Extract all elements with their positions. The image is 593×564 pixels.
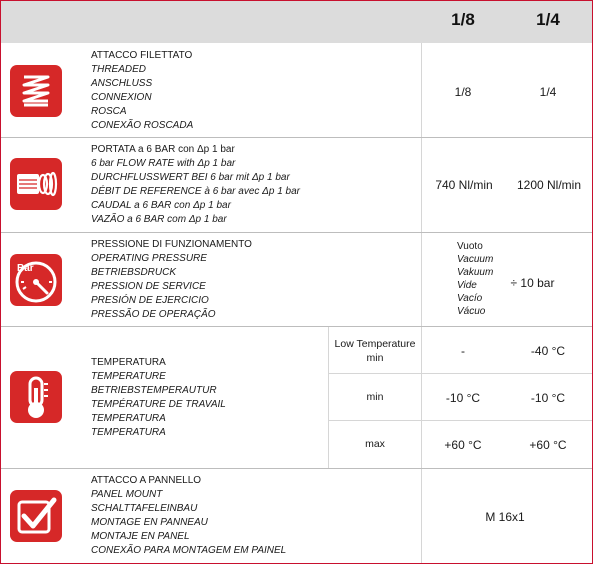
desc-line: PORTATA a 6 BAR con Δp 1 bar (91, 144, 235, 155)
desc-line: TEMPERATURA (91, 413, 166, 424)
min-value-1-8: -10 °C (445, 391, 481, 405)
vacuum-line: Vakuum (457, 267, 494, 278)
desc-line: OPERATING PRESSURE (91, 253, 207, 264)
desc-line: CAUDAL a 6 BAR con Δp 1 bar (91, 200, 231, 211)
flow-value-1-4: 1200 Nl/min (516, 178, 582, 192)
desc-line: TEMPERATURA (91, 427, 166, 438)
column-header-1-4: 1/4 (536, 10, 560, 29)
desc-line: CONEXÃO PARA MONTAGEM EM PAINEL (91, 545, 287, 556)
vacuum-line: Vuoto (457, 241, 483, 252)
desc-line: PRESIÓN DE EJERCICIO (91, 295, 209, 306)
flow-value-1-8: 740 Nl/min (435, 178, 493, 192)
desc-line: VAZÃO a 6 BAR com Δp 1 bar (91, 214, 227, 225)
min-label: min (366, 391, 384, 403)
desc-line: SCHALTTAFELEINBAU (91, 503, 198, 514)
desc-line: ROSCA (91, 106, 127, 117)
desc-line: ATTACCO A PANNELLO (91, 475, 202, 486)
desc-line: 6 bar FLOW RATE with Δp 1 bar (91, 158, 236, 169)
desc-line: ANSCHLUSS (91, 78, 153, 89)
desc-line: THREADED (91, 64, 147, 75)
max-value-1-8: +60 °C (444, 438, 482, 452)
desc-line: DÉBIT DE REFERENCE à 6 bar avec Δp 1 bar (91, 186, 301, 197)
vacuum-line: Vacío (457, 293, 483, 304)
desc-line: DURCHFLUSSWERT BEI 6 bar mit Δp 1 bar (91, 172, 290, 183)
desc-line: MONTAGE EN PANNEAU (91, 517, 208, 528)
desc-line: TEMPERATURA (91, 357, 166, 368)
pressure-range: ÷ 10 bar (510, 276, 555, 290)
desc-line: TEMPÉRATURE DE TRAVAIL (91, 399, 226, 410)
desc-line: BETRIEBSDRUCK (91, 267, 177, 278)
low-temp-min-label: Low Temperature min (334, 338, 416, 364)
desc-line: PANEL MOUNT (91, 489, 163, 500)
desc-line: CONEXÃO ROSCADA (91, 120, 194, 131)
desc-line: ATTACCO FILETTATO (91, 50, 193, 61)
gauge-label: Bar (17, 263, 34, 274)
desc-line: TEMPERATURE (91, 371, 166, 382)
thread-value-1-4: 1/4 (539, 85, 557, 99)
max-value-1-4: +60 °C (529, 438, 567, 452)
desc-line: PRESSION DE SERVICE (91, 281, 206, 292)
low-temp-value-1-8: - (461, 344, 465, 358)
vacuum-line: Vacuum (457, 254, 494, 265)
max-label: max (365, 438, 385, 450)
vacuum-line: Vide (457, 280, 477, 291)
thread-value-1-8: 1/8 (454, 85, 472, 99)
low-temp-value-1-4: -40 °C (530, 344, 566, 358)
min-value-1-4: -10 °C (530, 391, 566, 405)
panel-mount-value: M 16x1 (485, 510, 525, 524)
column-header-1-8: 1/8 (451, 10, 475, 29)
desc-line: PRESSIONE DI FUNZIONAMENTO (91, 239, 252, 250)
desc-line: BETRIEBSTEMPERAUTUR (91, 385, 217, 396)
vacuum-line: Vácuo (457, 306, 486, 317)
desc-line: PRESSÃO DE OPERAÇÃO (91, 309, 216, 320)
desc-line: CONNEXION (91, 92, 152, 103)
desc-line: MONTAJE EN PANEL (91, 531, 190, 542)
